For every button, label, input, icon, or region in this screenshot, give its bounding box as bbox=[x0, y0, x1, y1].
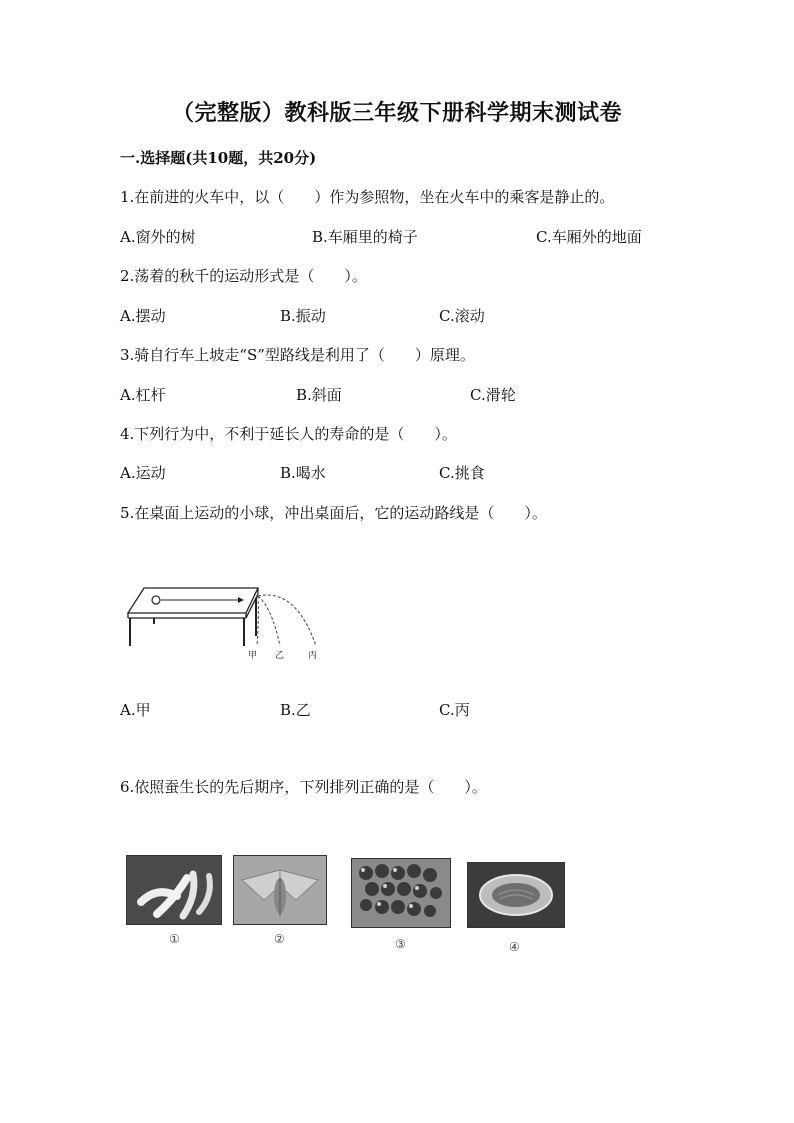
question-3-stem: 3.骑自行车上坡走“S”型路线是利用了（ ）原理。 bbox=[120, 346, 475, 364]
q3-option-a: A.杠杆 bbox=[120, 386, 166, 404]
label-yi: 乙 bbox=[275, 651, 285, 661]
path-yi bbox=[258, 596, 280, 646]
q5-option-a: A.甲 bbox=[120, 701, 151, 719]
q2-option-a: A.摆动 bbox=[120, 307, 166, 325]
q2-option-b: B.振动 bbox=[280, 307, 326, 325]
image-label-3: ③ bbox=[395, 937, 406, 951]
question-1-stem: 1.在前进的火车中，以（ ）作为参照物，坐在火车中的乘客是静止的。 bbox=[120, 188, 615, 206]
q2-option-c: C.滚动 bbox=[439, 307, 485, 325]
silkworm-pupa-image bbox=[467, 862, 565, 928]
q4-option-b: B.喝水 bbox=[280, 464, 326, 482]
table-ball-figure bbox=[120, 578, 340, 664]
q4-option-c: C.挑食 bbox=[439, 464, 485, 482]
ball bbox=[152, 596, 160, 604]
question-4-stem: 4.下列行为中，不利于延长人的寿命的是（ ）。 bbox=[120, 425, 457, 443]
silkworm-moth-image bbox=[233, 855, 327, 925]
page-title: （完整版）教科版三年级下册科学期末测试卷 bbox=[171, 100, 622, 126]
path-jia bbox=[257, 596, 258, 646]
label-jia: 甲 bbox=[248, 651, 258, 661]
q1-option-c: C.车厢外的地面 bbox=[536, 228, 642, 246]
image-label-4: ④ bbox=[509, 940, 520, 954]
path-bing bbox=[258, 595, 316, 646]
q3-option-c: C.滑轮 bbox=[470, 386, 516, 404]
q5-option-c: C.丙 bbox=[439, 701, 470, 719]
question-6-stem: 6.依照蚕生长的先后期序，下列排列正确的是（ ）。 bbox=[120, 778, 487, 796]
question-5-stem: 5.在桌面上运动的小球，冲出桌面后，它的运动路线是（ ）。 bbox=[120, 504, 547, 522]
label-bing: 丙 bbox=[308, 651, 318, 661]
section-heading: 一.选择题(共10题，共20分) bbox=[120, 149, 317, 167]
q4-option-a: A.运动 bbox=[120, 464, 166, 482]
q3-option-b: B.斜面 bbox=[296, 386, 342, 404]
image-label-2: ② bbox=[274, 932, 285, 946]
silkworm-eggs-image bbox=[351, 858, 451, 928]
q1-option-b: B.车厢里的椅子 bbox=[312, 228, 418, 246]
question-2-stem: 2.荡着的秋千的运动形式是（ ）。 bbox=[120, 267, 367, 285]
q5-option-b: B.乙 bbox=[280, 701, 311, 719]
image-label-1: ① bbox=[169, 932, 180, 946]
silkworm-larvae-image bbox=[126, 855, 222, 925]
q1-option-a: A.窗外的树 bbox=[120, 228, 196, 246]
